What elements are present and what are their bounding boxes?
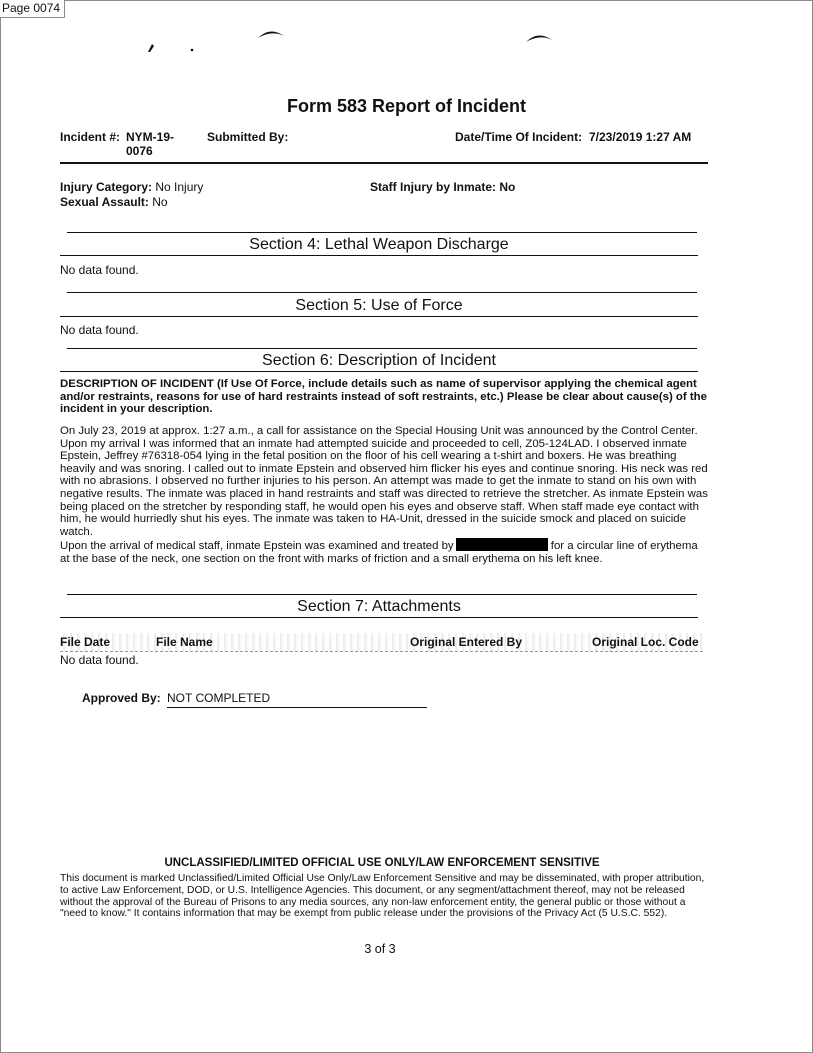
- scan-mark-right: [524, 30, 554, 44]
- injury-category-value: No Injury: [155, 180, 204, 194]
- injury-category-label: Injury Category:: [60, 180, 153, 194]
- section4-title: Section 4: Lethal Weapon Discharge: [249, 236, 509, 253]
- column-original-loc-code: Original Loc. Code: [592, 635, 699, 649]
- section6-body-medical-end: for a circular line of erythema at the base of the neck, one section on the front with marks of friction and a small erythema on his left knee.: [60, 540, 698, 565]
- datetime-value: 7/23/2019 1:27 AM: [589, 130, 692, 144]
- section6-instructions: DESCRIPTION OF INCIDENT (If Use Of Force, include details such as name of supervisor applying the chemical agent and/or restraints, reasons for use of hard restraints instead of soft restraints, etc.) Please be clear about cause(s) of the incident in your description.: [60, 378, 707, 416]
- section6-title: Section 6: Description of Incident: [262, 352, 496, 369]
- incident-number-label: Incident #:: [60, 130, 121, 144]
- staff-injury-value: No: [499, 180, 516, 194]
- attachments-table-header: [60, 633, 703, 652]
- approved-by-label: Approved By:: [82, 691, 161, 705]
- incident-number-line2: 0076: [126, 144, 153, 158]
- section7-title: Section 7: Attachments: [297, 598, 461, 615]
- header-rule: [60, 162, 708, 164]
- sexual-assault: [60, 195, 168, 209]
- section6-body-medical-start: Upon the arrival of medical staff, inmate Epstein was examined and treated by: [60, 540, 454, 553]
- form-title: Form 583 Report of Incident: [286, 96, 527, 116]
- column-original-entered-by: Original Entered By: [410, 635, 523, 649]
- section7-text: No data found.: [60, 653, 139, 667]
- submitted-by-label: Submitted By:: [207, 130, 289, 144]
- injury-category: [60, 180, 203, 194]
- section6-rule-top: [67, 348, 697, 349]
- section5-text: No data found.: [60, 323, 139, 337]
- page-number: 3 of 3: [364, 942, 396, 956]
- redaction-block: [456, 538, 548, 551]
- staff-injury-label: Staff Injury by Inmate:: [370, 180, 497, 194]
- page-label: Page 0074: [0, 0, 65, 18]
- section6-body: On July 23, 2019 at approx. 1:27 a.m., a call for assistance on the Special Housing Unit was announced by the Control Center. Upon my arrival I was informed that an inmate had attempted suicide and proceeded to cell, Z05-124LAD. I observed inmate Epstein, Jeffrey #76318-054 lying in the fetal position on the floor of his cell wearing a t-shirt and boxers. He was breathing heavily and was snoring. I called out to inmate Epstein and observed him flicker his eyes and continue snoring. His neck was red with no abrasions. I observed no further injuries to his person. An attempt was made to get the inmate to stand on his own with negative results. The inmate was placed in hand restraints and staff was directed to retrieve the stretcher. As inmate Epstein was being placed on the stretcher by responding staff, he would open his eyes and observe staff. When staff made eye contact with him, he would hurriedly shut his eyes. The inmate was taken to HA-Unit, dressed in the suicide smock and placed on suicide watch.: [60, 425, 708, 538]
- classification-notice: This document is marked Unclassified/Limited Official Use Only/Law Enforcement Sensitive and may be disseminated, with proper attribution, to active Law Enforcement, DOD, or U.S. Intelligence Agencies. This document, or any segment/attachment thereof, may not be released without the approval of the Bureau of Prisons to any media sources, any non-law enforcement entity, the general public or those without a "need to know." It contains information that may be exempt from public release under the provisions of the Privacy Act (5 U.S.C. 552).: [60, 873, 705, 920]
- staff-injury: [370, 180, 515, 194]
- section5-rule-top: [67, 292, 697, 293]
- scan-specks: [144, 40, 204, 54]
- incident-number-line1: NYM-19-: [126, 130, 175, 144]
- section6-rule-bottom: [60, 371, 698, 372]
- section7-rule-top: [67, 594, 697, 595]
- sexual-assault-label: Sexual Assault:: [60, 195, 149, 209]
- datetime-label: Date/Time Of Incident:: [455, 130, 583, 144]
- section4-text: No data found.: [60, 263, 139, 277]
- section5-rule-bottom: [60, 316, 698, 317]
- column-file-name: File Name: [156, 635, 213, 649]
- section5-title: Section 5: Use of Force: [295, 297, 463, 314]
- classification-heading: UNCLASSIFIED/LIMITED OFFICIAL USE ONLY/LAW ENFORCEMENT SENSITIVE: [164, 857, 600, 869]
- section4-rule-top: [67, 232, 697, 233]
- section6-description: [60, 425, 710, 566]
- section6-body-medical: [60, 538, 710, 565]
- approved-by-value: NOT COMPLETED: [167, 691, 427, 708]
- section7-rule-bottom: [60, 617, 698, 618]
- scan-mark-left: [256, 26, 286, 40]
- sexual-assault-value: No: [152, 195, 168, 209]
- section4-rule-bottom: [60, 255, 698, 256]
- column-file-date: File Date: [60, 635, 111, 649]
